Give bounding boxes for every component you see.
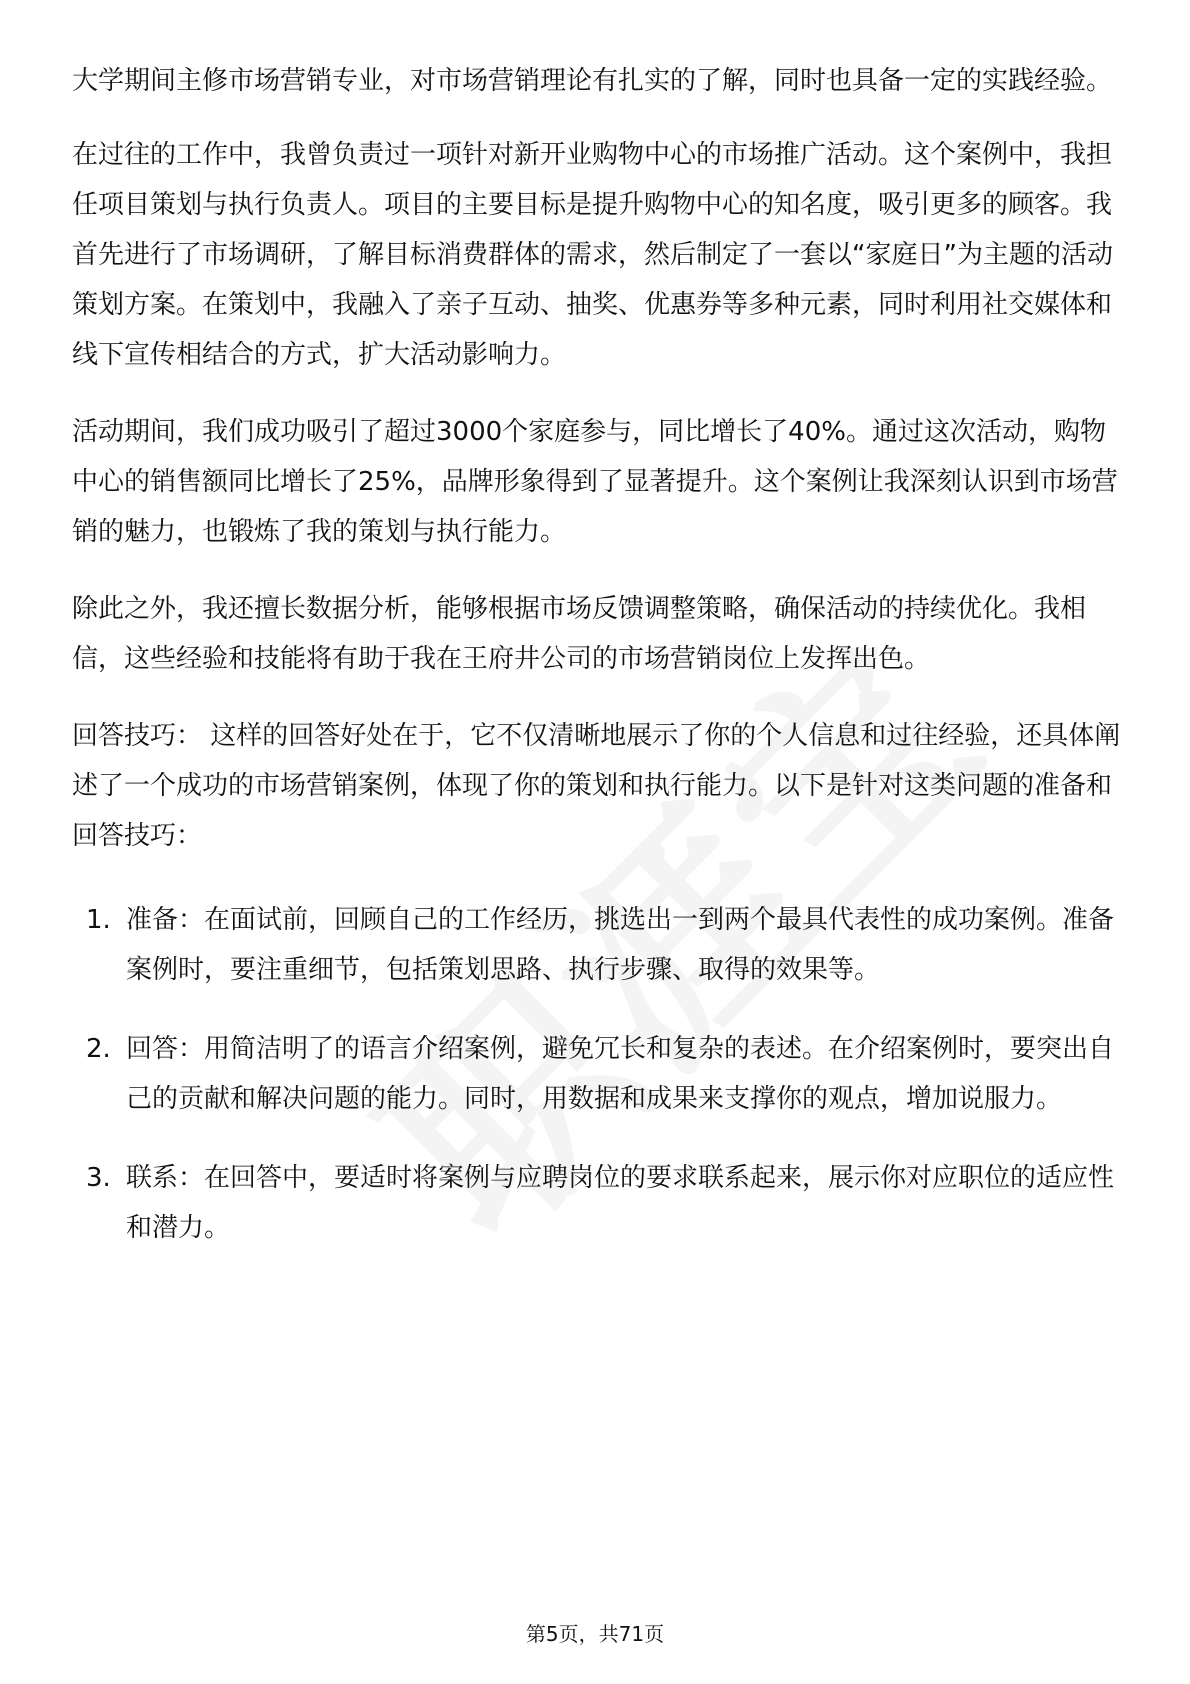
list-item-number: 1. (86, 905, 111, 935)
list-item (72, 1153, 1122, 1253)
paragraph-case-description: 在过往的工作中，我曾负责过一项针对新开业购物中心的市场推广活动。这个案例中，我担任项目策划与执行负责人。项目的主要目标是提升购物中心的知名度，吸引更多的顾客。我首先进行了市场调研，了解目标消费群体的需求，然后制定了一套以“家庭日”为主题的活动策划方案。在策划中，我融入了亲子互动、抽奖、优惠券等多种元素，同时利用社交媒体和线下宣传相结合的方式，扩大活动影响力。 (72, 140, 1113, 370)
list-item-text: 准备：在面试前，回顾自己的工作经历，挑选出一到两个最具代表性的成功案例。准备案例时，要注重细节，包括策划思路、执行步骤、取得的效果等。 (126, 905, 1115, 985)
list-item-number: 3. (86, 1163, 111, 1193)
paragraph-answer-tips: 回答技巧： 这样的回答好处在于，它不仅清晰地展示了你的个人信息和过往经验，还具体阐述了一个成功的市场营销案例，体现了你的策划和执行能力。以下是针对这类问题的准备和回答技巧： (72, 721, 1121, 851)
paragraph-education: 大学期间主修市场营销专业，对市场营销理论有扎实的了解，同时也具备一定的实践经验。 (72, 66, 1113, 96)
list-item-number: 2. (86, 1034, 111, 1064)
document-body (72, 56, 1122, 1253)
page-number-footer: 第5页，共71页 (525, 1622, 665, 1646)
tips-list (72, 895, 1122, 1253)
list-item-text: 联系：在回答中，要适时将案例与应聘岗位的要求联系起来，展示你对应职位的适应性和潜力。 (126, 1163, 1115, 1243)
paragraph-skills: 除此之外，我还擅长数据分析，能够根据市场反馈调整策略，确保活动的持续优化。我相信，这些经验和技能将有助于我在王府井公司的市场营销岗位上发挥出色。 (72, 594, 1087, 674)
list-item (72, 895, 1122, 995)
list-item (72, 1024, 1122, 1124)
list-item-text: 回答：用简洁明了的语言介绍案例，避免冗长和复杂的表述。在介绍案例时，要突出自己的贡献和解决问题的能力。同时，用数据和成果来支撑你的观点，增加说服力。 (126, 1034, 1115, 1114)
paragraph-case-results: 活动期间，我们成功吸引了超过3000个家庭参与，同比增长了40%。通过这次活动，购物中心的销售额同比增长了25%，品牌形象得到了显著提升。这个案例让我深刻认识到市场营销的魅力，也锻炼了我的策划与执行能力。 (72, 417, 1118, 547)
